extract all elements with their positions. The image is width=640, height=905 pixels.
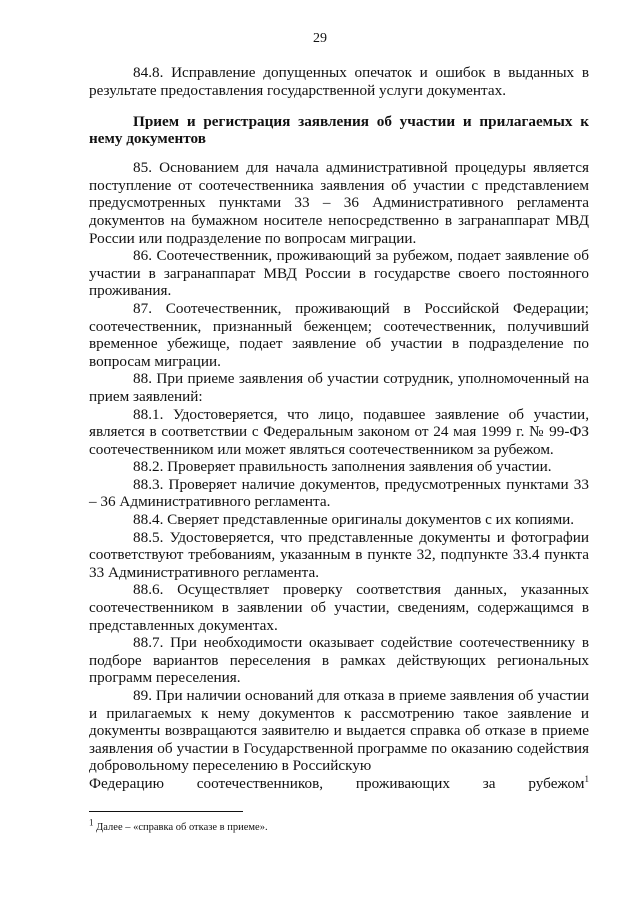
paragraph-89-last-line (89, 775, 589, 793)
paragraph-89: 89. При наличии оснований для отказа в приеме заявления об участии и прилагаемых к нему документов к рассмотрению такое заявление и документы возвращаются заявителю и выдается справка об отказе в приеме заявления об участии в Государственной программе по оказанию содействия добровольному переселению в Российскую (89, 687, 589, 775)
paragraph-87: 87. Соотечественник, проживающий в Российской Федерации; соотечественник, признанный беженцем; соотечественник, получивший временное убежище, подает заявление об участии в подразделение по вопросам миграции. (89, 299, 589, 370)
word-with-footnote (528, 775, 589, 793)
paragraph-88-1: 88.1. Удостоверяется, что лицо, подавшее заявление об участии, является в соответствии с Федеральным законом от 24 мая 1999 г. № 99-ФЗ соотечественником или может являться соотечественником за рубежом. (89, 405, 589, 458)
footnote-reference[interactable]: 1 (584, 773, 589, 784)
word: соотечественников, (196, 774, 324, 792)
footnote-mark: 1 (89, 817, 94, 828)
footnote (89, 817, 589, 834)
section-heading: Прием и регистрация заявления об участии и прилагаемых к нему документов (89, 113, 589, 148)
word: за (482, 774, 496, 792)
paragraph-88-3: 88.3. Проверяет наличие документов, предусмотренных пунктами 33 – 36 Административного регламента. (89, 475, 589, 511)
document-body (89, 64, 589, 793)
word: Федерацию (89, 774, 164, 792)
paragraph-88-7: 88.7. При необходимости оказывает содействие соотечественнику в подборе вариантов переселения в рамках действующих региональных программ переселения. (89, 634, 589, 687)
word: проживающих (355, 774, 450, 792)
paragraph-86: 86. Соотечественник, проживающий за рубежом, подает заявление об участии в загранаппарат МВД России в государстве своего постоянного проживания. (89, 247, 589, 300)
page-number: 29 (313, 31, 327, 46)
footnote-separator (89, 811, 243, 812)
paragraph-85: 85. Основанием для начала административной процедуры является поступление от соотечественника заявления об участии с представлением предусмотренных пунктами 33 – 36 Административного регламента документов на бумажном носителе непосредственно в загранаппарат МВД России или подразделение по вопросам миграции. (89, 159, 589, 247)
paragraph-84-8: 84.8. Исправление допущенных опечаток и ошибок в выданных в результате предоставления государственной услуги документах. (89, 64, 589, 99)
paragraph-88: 88. При приеме заявления об участии сотрудник, уполномоченный на прием заявлений: (89, 370, 589, 405)
paragraph-88-4: 88.4. Сверяет представленные оригиналы документов с их копиями. (133, 511, 575, 529)
word: рубежом (528, 774, 585, 792)
paragraph-88-2: 88.2. Проверяет правильность заполнения заявления об участии. (133, 458, 552, 476)
paragraph-88-5: 88.5. Удостоверяется, что представленные документы и фотографии соответствуют требованиям, указанным в пункте 32, подпункте 33.4 пункта 33 Административного регламента. (89, 528, 589, 581)
paragraph-88-6: 88.6. Осуществляет проверку соответствия данных, указанных соотечественником в заявлении об участии, сведениям, содержащимся в представленных документах. (89, 581, 589, 634)
footnote-text: Далее – «справка об отказе в приеме». (93, 822, 268, 833)
